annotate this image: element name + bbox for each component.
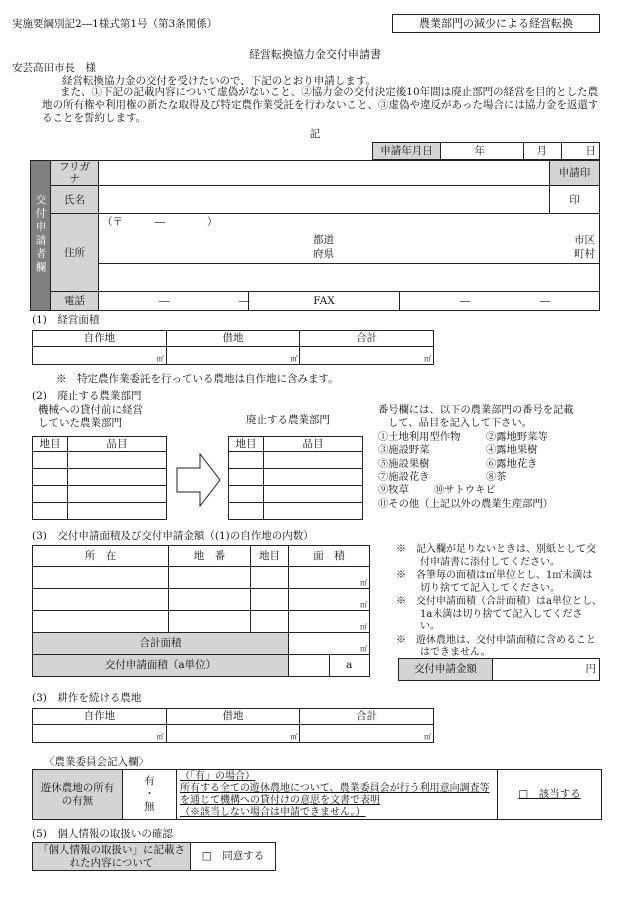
former-item-2[interactable] xyxy=(68,469,167,486)
phone-dash-1: ― xyxy=(159,295,170,308)
address-detail-field[interactable] xyxy=(99,264,600,292)
sec3-note-4: ※ 遊休農地は、交付申請面積に含めることはできません。 xyxy=(396,634,596,658)
former-col-no: 地目 xyxy=(33,437,68,452)
area-2[interactable]: ㎡ xyxy=(289,589,370,611)
applied-area-label: 交付申請面積（a単位） xyxy=(33,655,289,677)
col-location: 所 在 xyxy=(33,546,169,567)
area-1[interactable]: ㎡ xyxy=(289,567,370,589)
sec3-title: (3) 交付申請面積及び交付申請金額（(1)の自作地の内数） xyxy=(32,530,314,542)
addressee: 安芸高田市長 様 xyxy=(12,62,96,74)
lot-2[interactable] xyxy=(169,589,251,611)
phone-label: 電話 xyxy=(51,292,99,311)
abolished-item-2[interactable] xyxy=(264,469,363,486)
sec3-notes xyxy=(396,544,602,660)
former-department-table xyxy=(32,436,167,520)
category-3[interactable] xyxy=(251,611,289,633)
fax-dash-2: ― xyxy=(539,295,551,308)
intro-text-2: また、①下記の記載内容について虚偽がないこと、②協力金の交付決定後10年間は廃止部門の経営を目的とした農地の所有権や利用権の新たな取得及び特定農作業受託を行わないこと、③虚偽や違反があった場合には協力金を返還することを誓約します。 xyxy=(42,86,599,124)
sec3-note-3: ※ 交付申請面積（合計面積）はa単位とし、1a未満は切り捨てて記入してください。 xyxy=(396,596,602,632)
option-6: ⑥露地花き xyxy=(486,457,538,470)
postal-text: （〒 ― ） xyxy=(102,216,218,229)
abolished-col-no: 地目 xyxy=(229,437,264,452)
desc-main: 所有する全ての遊休農地について、農業委員会が行う利用意向調査等を通じて機構への貸付けの意思を文書で表明 xyxy=(180,782,490,806)
sec4-total-header: 合計 xyxy=(300,709,434,725)
former-no-1[interactable] xyxy=(33,452,68,469)
col-area: 面 積 xyxy=(289,546,370,567)
location-3[interactable] xyxy=(33,611,169,633)
idle-land-label: 遊休農地の所有の有無 xyxy=(33,770,123,820)
applicable-checkbox[interactable] xyxy=(498,770,602,820)
fax-dash-1: ― xyxy=(459,295,471,308)
document-title: 経営転換協力金交付申請書 xyxy=(249,48,381,61)
category-box: 農業部門の減少による経営転換 xyxy=(392,14,600,33)
privacy-label: 「個人情報の取扱い」に記載された内容について xyxy=(33,843,191,871)
amount-field[interactable]: 円 xyxy=(493,659,600,681)
options-desc-1: 番号欄には、以下の農業部門の番号を記載 xyxy=(378,404,574,416)
former-item-4[interactable] xyxy=(68,503,167,520)
idle-land-description xyxy=(177,770,498,820)
sec4-own-field[interactable]: ㎡ xyxy=(33,725,167,743)
application-date-label: 申請年月日 xyxy=(373,143,441,160)
sec3-note-2: ※ 各筆毎の面積は㎡単位とし、1㎡未満は切り捨てて記入してください。 xyxy=(396,570,593,594)
col-category: 地目 xyxy=(251,546,289,567)
seal-label: 申請印 xyxy=(550,161,600,186)
total-area-label: 合計面積 xyxy=(33,633,289,655)
desc-if-yes: （「有」の場合） xyxy=(180,770,255,782)
location-2[interactable] xyxy=(33,589,169,611)
option-9: ⑨牧草 xyxy=(378,484,409,497)
address-prefecture-field[interactable] xyxy=(99,231,600,264)
phone-field[interactable] xyxy=(99,292,249,311)
option-11: ⑪その他（上記以外の農業生産部門） xyxy=(378,497,554,510)
abolished-item-3[interactable] xyxy=(264,486,363,503)
idle-land-choice[interactable] xyxy=(123,770,177,820)
choice-no[interactable]: 無 xyxy=(144,801,155,813)
fuken-label: 府県 xyxy=(313,247,334,260)
former-no-4[interactable] xyxy=(33,503,68,520)
sec1-total-header: 合計 xyxy=(300,331,434,347)
option-3: ③施設野菜 xyxy=(378,444,430,457)
agree-checkbox-label: □ 同意する xyxy=(201,850,265,863)
sec2-left-title-line2: していた農業部門 xyxy=(38,417,122,429)
desc-note: （※該当しない場合は申請できません。） xyxy=(180,806,366,818)
agree-checkbox[interactable] xyxy=(191,843,276,871)
former-col-item: 品目 xyxy=(68,437,167,452)
todo-label: 都道 xyxy=(313,233,334,246)
option-4: ④露地果樹 xyxy=(486,444,538,457)
abolished-department-table xyxy=(228,436,363,520)
address-label: 住所 xyxy=(51,214,99,292)
abolished-no-3[interactable] xyxy=(229,486,264,503)
abolished-col-item: 品目 xyxy=(264,437,363,452)
form-id: 実施要綱別記2―1様式第1号（第3条関係） xyxy=(12,18,218,30)
sec4-total-field[interactable]: ㎡ xyxy=(300,725,434,743)
former-no-2[interactable] xyxy=(33,469,68,486)
sec1-rented-header: 借地 xyxy=(166,331,300,347)
sec1-note: ※ 特定農作業委託を行っている農地は自作地に含みます。 xyxy=(56,373,339,385)
option-8: ⑧茶 xyxy=(486,471,507,484)
sec1-own-field[interactable]: ㎡ xyxy=(33,347,167,365)
choice-yes[interactable]: 有 xyxy=(144,775,155,787)
fax-label: FAX xyxy=(249,292,399,311)
application-date-table xyxy=(372,142,600,160)
former-no-3[interactable] xyxy=(33,486,68,503)
seal-field[interactable]: 印 xyxy=(550,186,600,214)
fax-field[interactable] xyxy=(399,292,599,311)
option-10: ⑩サトウキビ xyxy=(434,484,496,497)
name-label: 氏名 xyxy=(51,186,99,214)
management-area-table xyxy=(32,330,434,365)
sec1-own-header: 自作地 xyxy=(33,331,167,347)
postal-field[interactable] xyxy=(99,214,600,231)
option-7: ⑦施設花き xyxy=(378,471,430,484)
privacy-table xyxy=(32,842,276,871)
continuing-area-table xyxy=(32,708,434,743)
sec5-title: (5) 個人情報の取扱いの確認 xyxy=(32,828,173,840)
option-2: ②露地野菜等 xyxy=(486,430,548,443)
sec2-right-title: 廃止する農業部門 xyxy=(246,414,330,426)
lot-1[interactable] xyxy=(169,567,251,589)
location-1[interactable] xyxy=(33,567,169,589)
option-1: ①土地利用型作物 xyxy=(378,430,461,443)
shiku-label: 市区 xyxy=(574,233,595,246)
ki-label: 記 xyxy=(309,128,321,140)
abolished-item-1[interactable] xyxy=(264,452,363,469)
arrow-right-icon xyxy=(176,452,222,508)
chouson-label: 町村 xyxy=(574,247,595,260)
furigana-label: フリガナ xyxy=(51,161,99,186)
applicant-side-text: 交付申請者欄 xyxy=(34,193,47,275)
former-item-3[interactable] xyxy=(68,486,167,503)
options-desc-2: して、品目を記入して下さい。 xyxy=(388,417,532,430)
area-3[interactable]: ㎡ xyxy=(289,611,370,633)
applied-area-field[interactable] xyxy=(289,655,330,677)
committee-title: 〈農業委員会記入欄〉 xyxy=(44,756,149,768)
applicant-side-label xyxy=(31,161,51,311)
sec1-rented-field[interactable]: ㎡ xyxy=(166,347,300,365)
sec2-title: (2) 廃止する農業部門 xyxy=(32,390,142,402)
sec4-title: (3) 耕作を続ける農地 xyxy=(32,692,142,704)
intro-text-1: 経営転換協力金の交付を受けたいので、下記のとおり申請します。 xyxy=(62,75,376,87)
choice-dot: ・ xyxy=(144,788,155,800)
abolished-no-2[interactable] xyxy=(229,469,264,486)
amount-label: 交付申請金額 xyxy=(399,659,493,681)
date-year[interactable]: 年 xyxy=(441,143,524,160)
abolished-no-1[interactable] xyxy=(229,452,264,469)
sec3-note-1: ※ 記入欄が足りないときは、別紙として交付申請書に添付してください。 xyxy=(396,544,596,568)
sec4-rented-field[interactable]: ㎡ xyxy=(166,725,300,743)
abolished-no-4[interactable] xyxy=(229,503,264,520)
col-lot: 地 番 xyxy=(169,546,251,567)
committee-table xyxy=(32,769,602,820)
applicant-table xyxy=(30,160,600,311)
date-month[interactable]: 月 xyxy=(524,143,562,160)
sec2-left-title-line1: 機械への貸付前に経営 xyxy=(38,404,143,416)
date-day[interactable]: 日 xyxy=(562,143,600,160)
abolished-item-4[interactable] xyxy=(264,503,363,520)
furigana-field[interactable] xyxy=(99,161,550,186)
sec1-total-field[interactable]: ㎡ xyxy=(300,347,434,365)
total-area-field[interactable]: ㎡ xyxy=(289,633,370,655)
former-item-1[interactable] xyxy=(68,452,167,469)
amount-table xyxy=(398,658,600,681)
applied-area-unit: a xyxy=(329,655,370,677)
category-2[interactable] xyxy=(251,589,289,611)
department-options xyxy=(378,404,602,511)
category-1[interactable] xyxy=(251,567,289,589)
sec2-left-title xyxy=(38,404,143,430)
sec1-title: (1) 経営面積 xyxy=(32,314,100,326)
sec4-rented-header: 借地 xyxy=(166,709,300,725)
option-5: ⑤施設果樹 xyxy=(378,457,430,470)
name-field[interactable] xyxy=(99,186,550,214)
applicable-checkbox-label: □ 該当する xyxy=(518,788,581,801)
lot-3[interactable] xyxy=(169,611,251,633)
sec4-own-header: 自作地 xyxy=(33,709,167,725)
phone-dash-2: ― xyxy=(239,295,250,308)
application-area-table xyxy=(32,545,370,677)
